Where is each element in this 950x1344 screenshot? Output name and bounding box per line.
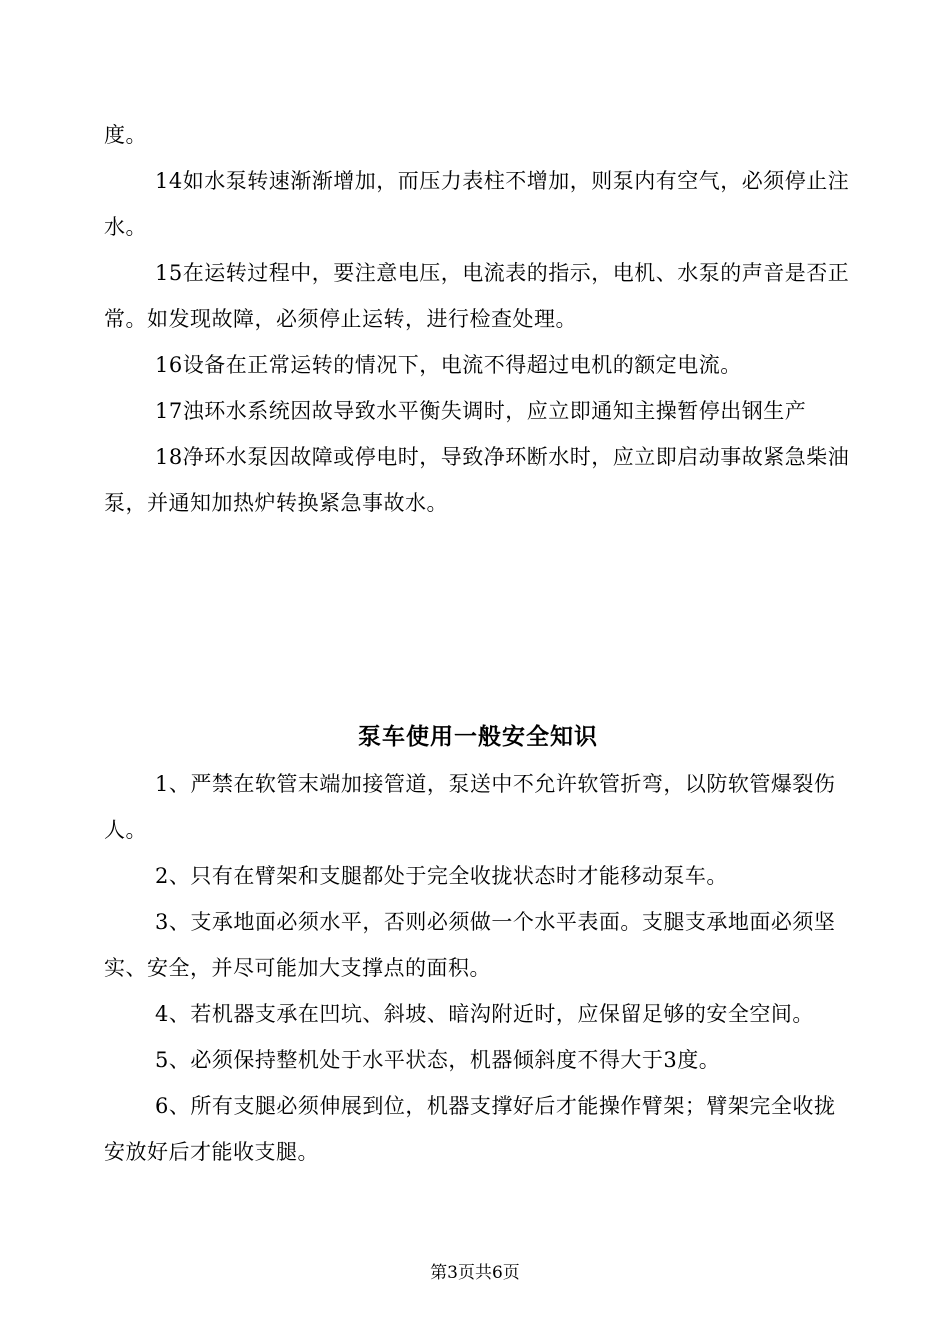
paragraph-item-17: 17浊环水系统因故导致水平衡失调时，应立即通知主操暂停出钢生产 — [155, 399, 807, 423]
paragraph-item-2: 2、只有在臂架和支腿都处于完全收拢状态时才能移动泵车。 — [155, 864, 728, 888]
bottom-section — [104, 717, 852, 1175]
paragraph-item-14: 14如水泵转速渐渐增加，而压力表柱不增加，则泵内有空气，必须停止注水。 — [104, 169, 850, 239]
page-footer: 第3页共6页 — [430, 1263, 520, 1283]
paragraph-item-15: 15在运转过程中，要注意电压，电流表的指示，电机、水泵的声音是否正常。如发现故障，必须停止运转，进行检查处理。 — [104, 261, 850, 331]
paragraph-item-5: 5、必须保持整机处于水平状态，机器倾斜度不得大于3度。 — [155, 1048, 721, 1072]
paragraph-item-3: 3、支承地面必须水平，否则必须做一个水平表面。支腿支承地面必须坚实、安全，并尽可能加大支撑点的面积。 — [104, 910, 836, 980]
paragraph-item-16: 16设备在正常运转的情况下，电流不得超过电机的额定电流。 — [155, 353, 742, 377]
paragraph-item-6: 6、所有支腿必须伸展到位，机器支撑好后才能操作臂架；臂架完全收拢安放好后才能收支腿。 — [104, 1094, 836, 1164]
paragraph-item-4: 4、若机器支承在凹坑、斜坡、暗沟附近时，应保留足够的安全空间。 — [155, 1002, 814, 1026]
paragraph-item-18: 18净环水泵因故障或停电时，导致净环断水时，应立即启动事故紧急柴油泵，并通知加热炉转换紧急事故水。 — [104, 445, 850, 515]
top-section — [104, 112, 852, 526]
section-title: 泵车使用一般安全知识 — [358, 723, 598, 750]
paragraph-item-1: 1、严禁在软管末端加接管道，泵送中不允许软管折弯，以防软管爆裂伤人。 — [104, 772, 836, 842]
paragraph-continuation: 度。 — [104, 123, 147, 147]
